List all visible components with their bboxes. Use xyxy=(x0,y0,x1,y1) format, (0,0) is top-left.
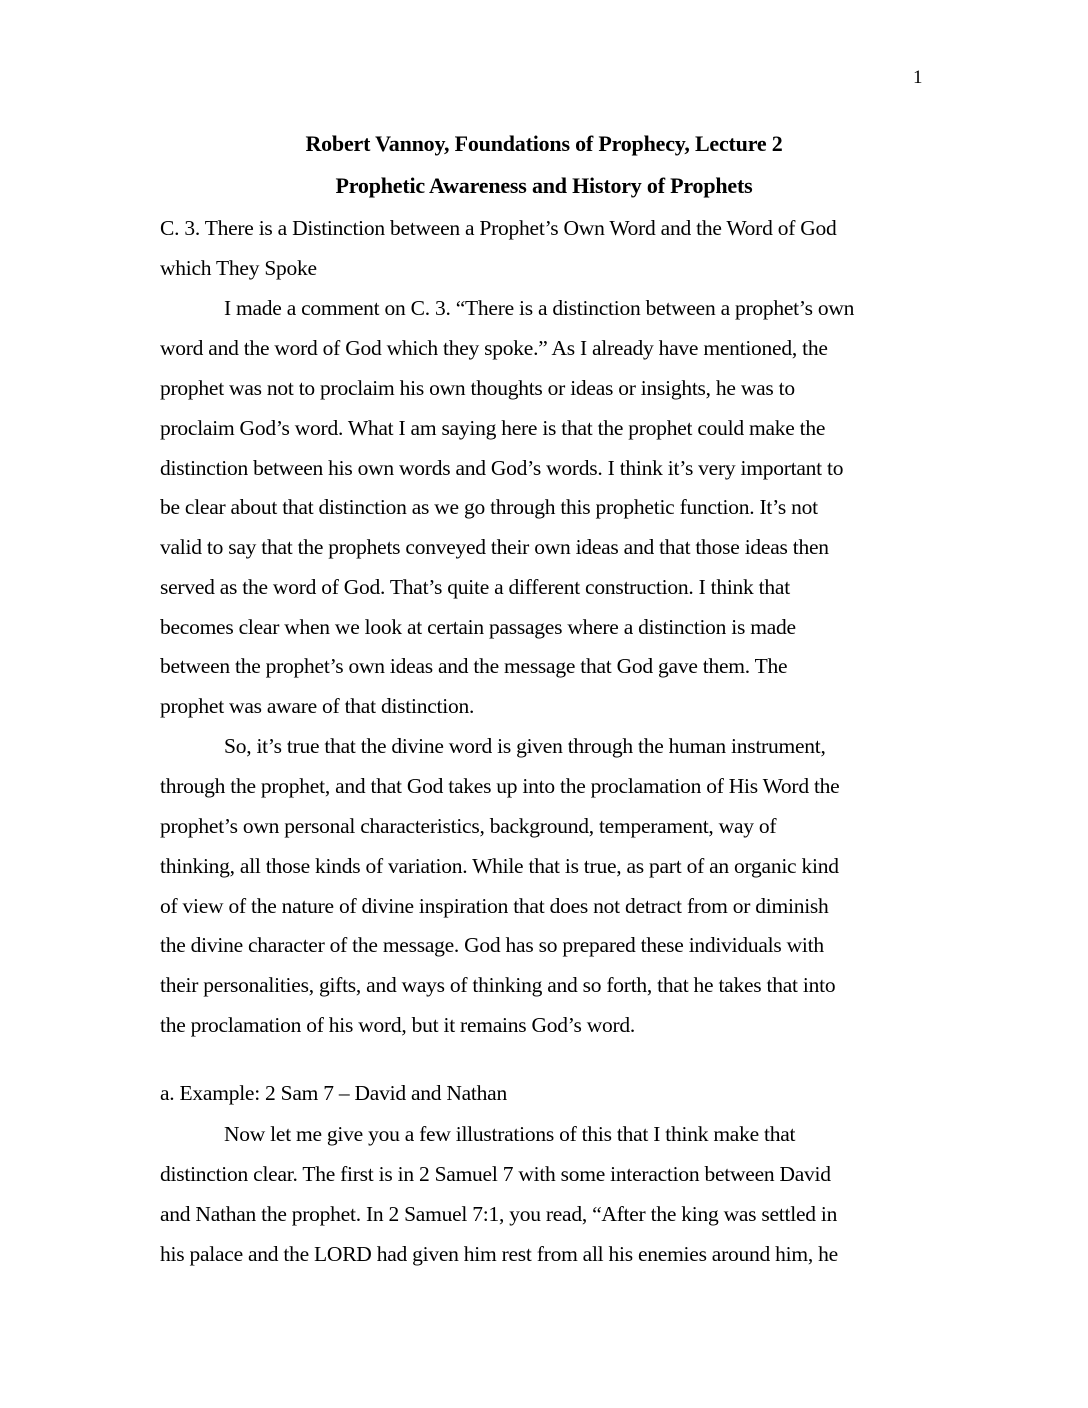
paragraph-line: distinction between his own words and God’s words. I think it’s very important to xyxy=(160,456,844,480)
paragraph-line: served as the word of God. That’s quite a different construction. I think that xyxy=(160,575,790,599)
paragraph-line: his palace and the LORD had given him rest from all his enemies around him, he xyxy=(160,1242,838,1266)
paragraph-line: thinking, all those kinds of variation. While that is true, as part of an organic kind xyxy=(160,854,839,878)
document-subtitle: Prophetic Awareness and History of Prophets xyxy=(335,173,753,198)
paragraph-line: distinction clear. The first is in 2 Samuel 7 with some interaction between David xyxy=(160,1162,831,1186)
paragraph-line: proclaim God’s word. What I am saying here is that the prophet could make the xyxy=(160,416,826,440)
paragraph-line: the divine character of the message. God has so prepared these individuals with xyxy=(160,933,824,957)
paragraph-line: their personalities, gifts, and ways of thinking and so forth, that he takes that into xyxy=(160,973,836,997)
subsection-heading: a. Example: 2 Sam 7 – David and Nathan xyxy=(160,1081,507,1105)
paragraph-line: through the prophet, and that God takes up into the proclamation of His Word the xyxy=(160,774,840,798)
paragraph-line: prophet’s own personal characteristics, background, temperament, way of xyxy=(160,814,777,838)
paragraph-line: prophet was not to proclaim his own thoughts or ideas or insights, he was to xyxy=(160,376,795,400)
paragraph-line: Now let me give you a few illustrations of this that I think make that xyxy=(224,1122,796,1146)
section-heading-line: which They Spoke xyxy=(160,256,317,280)
paragraph-line: word and the word of God which they spoke.” As I already have mentioned, the xyxy=(160,336,828,360)
document-title: Robert Vannoy, Foundations of Prophecy, Lecture 2 xyxy=(305,131,783,156)
paragraph-line: valid to say that the prophets conveyed their own ideas and that those ideas then xyxy=(160,535,829,559)
paragraph-line: be clear about that distinction as we go through this prophetic function. It’s not xyxy=(160,495,818,519)
paragraph-line: I made a comment on C. 3. “There is a distinction between a prophet’s own xyxy=(224,296,855,320)
paragraph-line: prophet was aware of that distinction. xyxy=(160,694,475,718)
paragraph-line: the proclamation of his word, but it remains God’s word. xyxy=(160,1013,636,1037)
paragraph-line: So, it’s true that the divine word is given through the human instrument, xyxy=(224,734,826,758)
section-heading-line: C. 3. There is a Distinction between a Prophet’s Own Word and the Word of God xyxy=(160,216,837,240)
paragraph-line: between the prophet’s own ideas and the message that God gave them. The xyxy=(160,654,788,678)
paragraph-line: becomes clear when we look at certain passages where a distinction is made xyxy=(160,615,796,639)
page-number: 1 xyxy=(913,67,923,88)
paragraph-line: and Nathan the prophet. In 2 Samuel 7:1, you read, “After the king was settled in xyxy=(160,1202,838,1226)
paragraph-line: of view of the nature of divine inspiration that does not detract from or diminish xyxy=(160,894,829,918)
